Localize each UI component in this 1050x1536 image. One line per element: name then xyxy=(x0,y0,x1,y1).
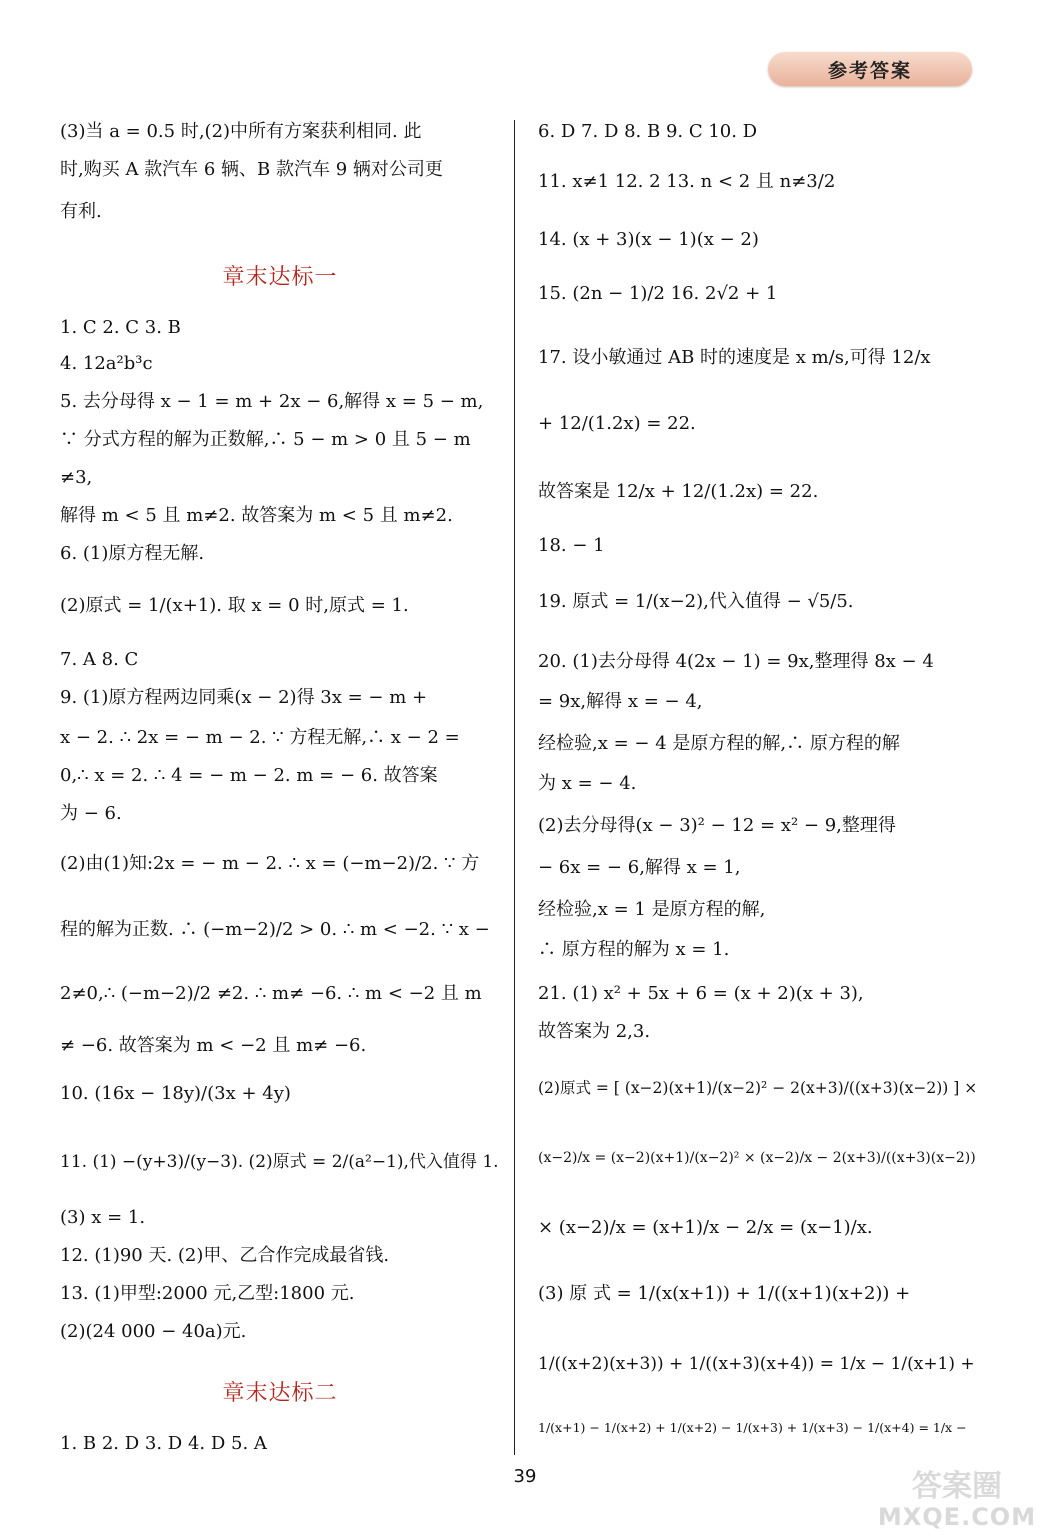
answer-line: 故答案为 2,3. xyxy=(538,1021,651,1042)
answer-line: (2)由(1)知:2x = − m − 2. ∴ x = (−m−2)/2. ∵ 方 xyxy=(60,853,480,874)
answer-line: 15. (2n − 1)/2 16. 2√2 + 1 xyxy=(538,283,778,304)
answer-line: (3) x = 1. xyxy=(60,1207,146,1228)
answer-line: (2)原式 = [ (x−2)(x+1)/(x−2)² − 2(x+3)/((x+3)(x−2)) ] × xyxy=(538,1079,978,1097)
answer-line: ∵ 分式方程的解为正数解,∴ 5 − m > 0 且 5 − m xyxy=(60,429,471,450)
answer-line: 经检验,x = 1 是原方程的解, xyxy=(538,899,766,920)
answer-line: + 12/(1.2x) = 22. xyxy=(538,413,696,434)
answer-line: (3)当 a = 0.5 时,(2)中所有方案获利相同. 此 xyxy=(60,121,422,142)
watermark-line2: MXQE.COM xyxy=(877,1503,1037,1531)
answer-line: 18. − 1 xyxy=(538,535,605,556)
watermark-line1: 答案圈 xyxy=(912,1469,1002,1504)
answer-line: 11. (1) −(y+3)/(y−3). (2)原式 = 2/(a²−1),代入值得 1. xyxy=(60,1152,499,1172)
watermark-logo xyxy=(872,1469,1042,1532)
answer-key-tag: 参考答案 xyxy=(768,52,972,86)
answer-line: 9. (1)原方程两边同乘(x − 2)得 3x = − m + xyxy=(60,687,428,708)
answer-line: 21. (1) x² + 5x + 6 = (x + 2)(x + 3), xyxy=(538,983,864,1004)
answer-line: (x−2)/x = (x−2)(x+1)/(x−2)² × (x−2)/x − 2(x+3)/((x+3)(x−2)) xyxy=(538,1150,976,1166)
answer-line: x − 2. ∴ 2x = − m − 2. ∵ 方程无解,∴ x − 2 = xyxy=(60,727,460,748)
answer-line: 7. A 8. C xyxy=(60,649,139,670)
answer-line: ∴ 原方程的解为 x = 1. xyxy=(538,939,730,960)
answer-line: 经检验,x = − 4 是原方程的解,∴ 原方程的解 xyxy=(538,733,900,754)
answer-line: ≠ −6. 故答案为 m < −2 且 m≠ −6. xyxy=(60,1035,367,1056)
answer-line: 为 x = − 4. xyxy=(538,773,637,794)
answer-line: 时,购买 A 款汽车 6 辆、B 款汽车 9 辆对公司更 xyxy=(60,159,443,180)
answer-line: 1/((x+2)(x+3)) + 1/((x+3)(x+4)) = 1/x − 1/(x+1) + xyxy=(538,1354,975,1374)
answer-line: − 6x = − 6,解得 x = 1, xyxy=(538,857,741,878)
answer-line: 0,∴ x = 2. ∴ 4 = − m − 2. m = − 6. 故答案 xyxy=(60,765,438,786)
answer-line: 程的解为正数. ∴ (−m−2)/2 > 0. ∴ m < −2. ∵ x − xyxy=(60,919,490,940)
answer-line: = 9x,解得 x = − 4, xyxy=(538,691,703,712)
answer-line: (3) 原 式 = 1/(x(x+1)) + 1/((x+1)(x+2)) + xyxy=(538,1283,911,1304)
section-heading: 章末达标一 xyxy=(222,265,338,290)
answer-line: 有利. xyxy=(60,201,102,222)
column-divider xyxy=(514,120,515,1455)
answer-line: 故答案是 12/x + 12/(1.2x) = 22. xyxy=(538,481,819,502)
answer-line: 10. (16x − 18y)/(3x + 4y) xyxy=(60,1083,291,1104)
page-number: 39 xyxy=(513,1466,537,1487)
answer-line: (2)(24 000 − 40a)元. xyxy=(60,1321,247,1342)
section-heading: 章末达标二 xyxy=(222,1381,338,1406)
answer-line: 17. 设小敏通过 AB 时的速度是 x m/s,可得 12/x xyxy=(538,347,931,368)
answer-line: 20. (1)去分母得 4(2x − 1) = 9x,整理得 8x − 4 xyxy=(538,651,934,672)
answer-line: 6. (1)原方程无解. xyxy=(60,543,205,564)
answer-line: ≠3, xyxy=(60,467,93,488)
answer-line: 11. x≠1 12. 2 13. n < 2 且 n≠3/2 xyxy=(538,171,836,192)
answer-line: 19. 原式 = 1/(x−2),代入值得 − √5/5. xyxy=(538,591,854,612)
answer-line: 12. (1)90 天. (2)甲、乙合作完成最省钱. xyxy=(60,1245,390,1266)
answer-line: (2)去分母得(x − 3)² − 12 = x² − 9,整理得 xyxy=(538,815,896,836)
answer-line: 1. B 2. D 3. D 4. D 5. A xyxy=(60,1433,267,1454)
answer-line: 解得 m < 5 且 m≠2. 故答案为 m < 5 且 m≠2. xyxy=(60,505,453,526)
answer-line: 2≠0,∴ (−m−2)/2 ≠2. ∴ m≠ −6. ∴ m < −2 且 m xyxy=(60,983,482,1004)
answer-line: 14. (x + 3)(x − 1)(x − 2) xyxy=(538,229,759,250)
answer-line: 1/(x+1) − 1/(x+2) + 1/(x+2) − 1/(x+3) + 1/(x+3) − 1/(x+4) = 1/x − xyxy=(538,1420,967,1435)
answer-line: 5. 去分母得 x − 1 = m + 2x − 6,解得 x = 5 − m, xyxy=(60,391,484,412)
answer-line: 13. (1)甲型:2000 元,乙型:1800 元. xyxy=(60,1283,355,1304)
answer-line: (2)原式 = 1/(x+1). 取 x = 0 时,原式 = 1. xyxy=(60,595,409,616)
answer-line: × (x−2)/x = (x+1)/x − 2/x = (x−1)/x. xyxy=(538,1217,873,1238)
answer-line: 6. D 7. D 8. B 9. C 10. D xyxy=(538,121,758,142)
answer-line: 4. 12a²b³c xyxy=(60,353,153,374)
answer-line: 1. C 2. C 3. B xyxy=(60,317,181,338)
answer-line: 为 − 6. xyxy=(60,803,122,824)
